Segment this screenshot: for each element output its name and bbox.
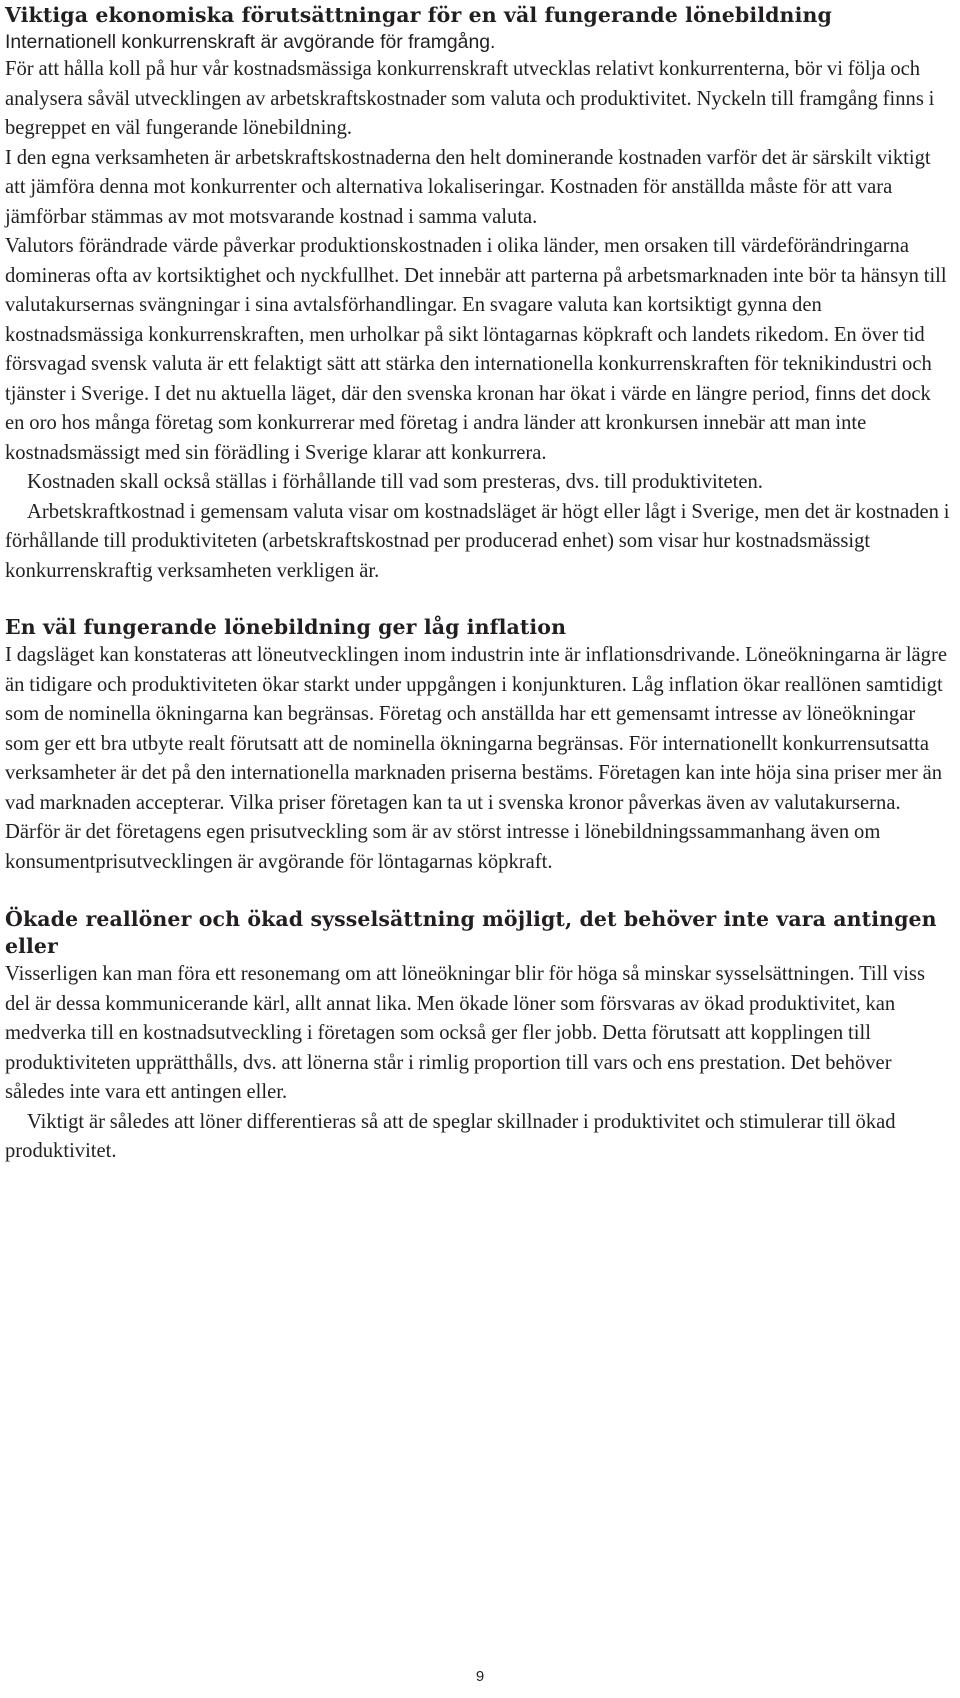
document-page	[5, 0, 953, 1167]
section-heading-economic-conditions: Viktiga ekonomiska förutsättningar för en väl fungerande lönebildning	[5, 3, 832, 27]
section-intro: Internationell konkurrenskraft är avgörande för framgång.	[5, 31, 496, 53]
paragraph: Visserligen kan man föra ett resonemang om att löneökningar blir för höga så minskar sysselsättningen. Till viss del är dessa kommunicerande kärl, allt annat lika. Men ökade löner som försvaras av ökad produktivitet, kan medverka till en kostnadsutveckling i företagen som också ger fler jobb. Detta förutsatt att kopplingen till produktiviteten upprätthålls, dvs. att lönerna står i rimlig proportion till vars och ens prestation. Det behöver således inte vara ett antingen eller.	[5, 963, 925, 1103]
paragraph: Valutors förändrade värde påverkar produktionskostnaden i olika länder, men orsaken till värdeförändringarna domineras ofta av kortsiktighet och nyckfullhet. Det innebär att parterna på arbetsmarknaden inte bör ta hänsyn till valutakursernas svängningar i sina avtalsförhandlingar. En svagare valuta kan kortsiktigt gynna den kostnadsmässiga konkurrenskraften, men urholkar på sikt löntagarnas köpkraft och landets rikedom. En över tid försvagad svensk valuta är ett felaktigt sätt att stärka den internationella konkurrenskraften för teknikindustri och tjänster i Sverige. I det nu aktuella läget, där den svenska kronan har ökat i värde en längre period, finns det dock en oro hos många företag som konkurrerar med företag i andra länder att kronkursen innebär att man inte kostnadsmässigt med sin förädling i Sverige klarar att konkurrera.	[5, 235, 947, 464]
paragraph: Viktigt är således att löner differentieras så att de speglar skillnader i produktivitet och stimulerar till ökad produktivitet.	[5, 1110, 896, 1162]
section-heading-low-inflation: En väl fungerande lönebildning ger låg inflation	[5, 615, 567, 639]
page-number: 9	[475, 1668, 485, 1685]
paragraph: För att hålla koll på hur vår kostnadsmässiga konkurrenskraft utvecklas relativt konkurrenterna, bör vi följa och analysera såväl utvecklingen av arbetskraftskostnader som valuta och produktivitet. Nyckeln till framgång finns i begreppet en väl fungerande lönebildning.	[5, 58, 935, 139]
paragraph: I den egna verksamheten är arbetskraftskostnaderna den helt dominerande kostnaden varför det är särskilt viktigt att jämföra denna mot konkurrenter och alternativa lokaliseringar. Kostnaden för anställda måste för att vara jämförbar stämmas av mot motsvarande kostnad i samma valuta.	[5, 146, 931, 228]
paragraph: Arbetskraftkostnad i gemensam valuta visar om kostnadsläget är högt eller lågt i Sverige, men det är kostnaden i förhållande till produktiviteten (arbetskraftskostnad per producerad enhet) som visar hur kostnadsmässigt konkurrenskraftig verksamheten verkligen är.	[5, 500, 950, 582]
paragraph: Kostnaden skall också ställas i förhållande till vad som presteras, dvs. till produktiviteten.	[27, 471, 763, 493]
section-heading-real-wages-employment: Ökade reallöner och ökad sysselsättning möjligt, det behöver inte vara antingen eller	[5, 907, 937, 958]
paragraph: I dagsläget kan konstateras att löneutvecklingen inom industrin inte är inflationsdrivande. Löneökningarna är lägre än tidigare och produktiviteten ökar starkt under uppgången i konjunkturen. Låg inflation ökar reallönen samtidigt som de nominella ökningarna kan begränsas. Företag och anställda har ett gemensamt intresse av löneökningar som ger ett bra utbyte realt förutsatt att de nominella ökningarna begränsas. För internationellt konkurrensutsatta verksamheter är det på den internationella marknaden priserna bestäms. Företagen kan inte höja sina priser mer än vad marknaden accepterar. Vilka priser företagen kan ta ut i svenska kronor påverkas även av valutakurserna. Därför är det företagens egen prisutveckling som är av störst intresse i lönebildningssammanhang även om konsumentprisutvecklingen är avgörande för löntagarnas köpkraft.	[5, 644, 947, 873]
